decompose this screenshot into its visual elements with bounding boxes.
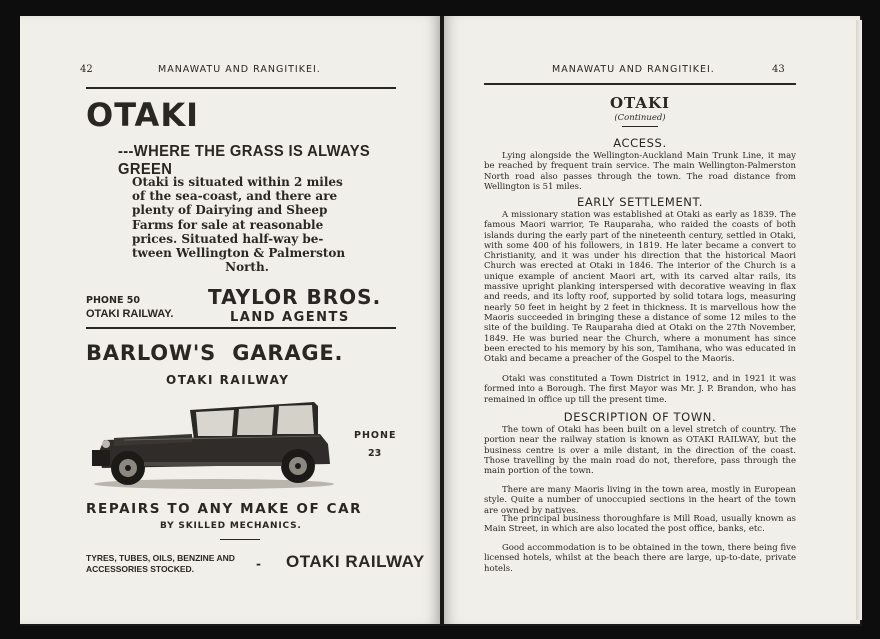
ad-line: of the sea-coast, and there are	[132, 189, 338, 204]
ad-line: tween Wellington & Palmerston	[132, 246, 346, 261]
garage-stock-line: ACCESSORIES STOCKED.	[86, 564, 195, 574]
header-rule	[86, 87, 396, 89]
garage-repairs: REPAIRS TO ANY MAKE OF CAR	[86, 501, 363, 517]
ad-otaki-description	[132, 175, 362, 274]
ad-otaki-slogan: ---WHERE THE GRASS IS ALWAYS GREEN	[118, 143, 371, 178]
garage-stock	[86, 553, 235, 575]
section-title: OTAKI	[609, 94, 671, 112]
ad-line: North.	[225, 260, 269, 275]
left-page	[20, 16, 440, 624]
heading-early-settlement: EARLY SETTLEMENT.	[576, 195, 704, 209]
heading-access: ACCESS.	[613, 136, 667, 150]
garage-stock-line: TYRES, TUBES, OILS, BENZINE AND	[86, 553, 235, 563]
book-spread	[20, 16, 862, 626]
garage-title: BARLOW'S GARAGE.	[86, 341, 344, 365]
ad-otaki-title: OTAKI	[86, 96, 200, 134]
ad-location: OTAKI RAILWAY.	[86, 308, 174, 320]
paragraph: The town of Otaki has been built on a level stretch of country. The portion near the railway station is known as OTAKI RAILWAY, but the business centre is over a mile distant, in the direction of the coast. Those travelling by the main road do not, therefore, pass through the main portion of the town.	[484, 425, 796, 477]
ad-line: Otaki is situated within 2 miles	[132, 175, 343, 189]
garage-location: OTAKI RAILWAY	[286, 552, 425, 571]
ad-line: Farms for sale at reasonable	[132, 217, 324, 232]
paragraph: The principal business thoroughfare is Mill Road, usually known as Main Street, in which are also located the post office, banks, etc.	[484, 514, 796, 535]
page-edge	[856, 20, 862, 620]
garage-skilled: BY SKILLED MECHANICS.	[160, 521, 302, 531]
ad-firm-subtitle: LAND AGENTS	[230, 310, 350, 325]
continued-label: (Continued)	[614, 113, 666, 123]
right-page	[444, 16, 860, 624]
right-page-number: 43	[772, 64, 785, 75]
garage-phone-label: PHONE	[354, 430, 397, 441]
paragraph: Otaki was constituted a Town District in 1912, and in 1921 it was formed into a Borough. The first Mayor was Mr. J. P. Brandon, who has remained in office up till the present time.	[484, 374, 796, 405]
ad-phone: PHONE 50	[86, 295, 140, 306]
title-rule	[622, 126, 658, 127]
heading-description-of-town: DESCRIPTION OF TOWN.	[563, 410, 717, 424]
garage-dash: -	[256, 557, 261, 571]
right-running-head: MANAWATU AND RANGITIKEI.	[552, 64, 715, 75]
left-page-number: 42	[80, 64, 93, 75]
paragraph: Good accommodation is to be obtained in the town, there being five licensed hotels, whilst at the beach there are large, up-to-date, private hotels.	[484, 543, 796, 574]
left-running-head: MANAWATU AND RANGITIKEI.	[158, 64, 321, 75]
ad-line: prices. Situated half-way be-	[132, 231, 324, 246]
garage-phone-number: 23	[368, 448, 382, 459]
paragraph: There are many Maoris living in the town area, mostly in European style. Quite a number of unoccupied sections in the heart of the town are owned by natives.	[484, 485, 796, 516]
paragraph: Lying alongside the Wellington-Auckland Main Trunk Line, it may be reached by frequent train service. The main Wellington-Palmerston North road also passes through the town. The road distance from Wellington is 51 miles.	[484, 151, 796, 192]
garage-short-rule	[220, 539, 260, 540]
ad-line: plenty of Dairying and Sheep	[132, 203, 328, 218]
ad-firm-name: TAYLOR BROS.	[208, 285, 382, 309]
paragraph: A missionary station was established at Otaki as early as 1839. The famous Maori warrior, Te Rauparaha, who raided the coasts of both islands during the early part of the nineteenth century, settled in Otaki, with some 400 of his followers, in 1819. He later became a convert to Christianity, and it was under his direction that the historical Maori Church was erected at Otaki in 1846. The interior of the Church is a unique example of ancient Maori art, with its carved altar rails, its massive upright planking interspersed with decorative weaving in flax and reeds, and its lofty roof, supported by solid totara logs, measuring nearly 50 feet in height by 2 feet in thickness. It is marvellous how the Maoris succeeded in bringing these a distance of some 12 miles to the site of the building. Te Rauparaha died at Otaki on the 27th November, 1849. He was buried near the Church, where a monument has since been erected to his memory by his son, Tamihana, who was educated in Otaki and became a preacher of the Gospel to the Maoris.	[484, 210, 796, 365]
garage-subtitle: OTAKI RAILWAY	[166, 373, 290, 387]
ad-divider	[86, 327, 396, 329]
vintage-car-illustration	[84, 392, 342, 492]
header-rule	[484, 83, 796, 85]
